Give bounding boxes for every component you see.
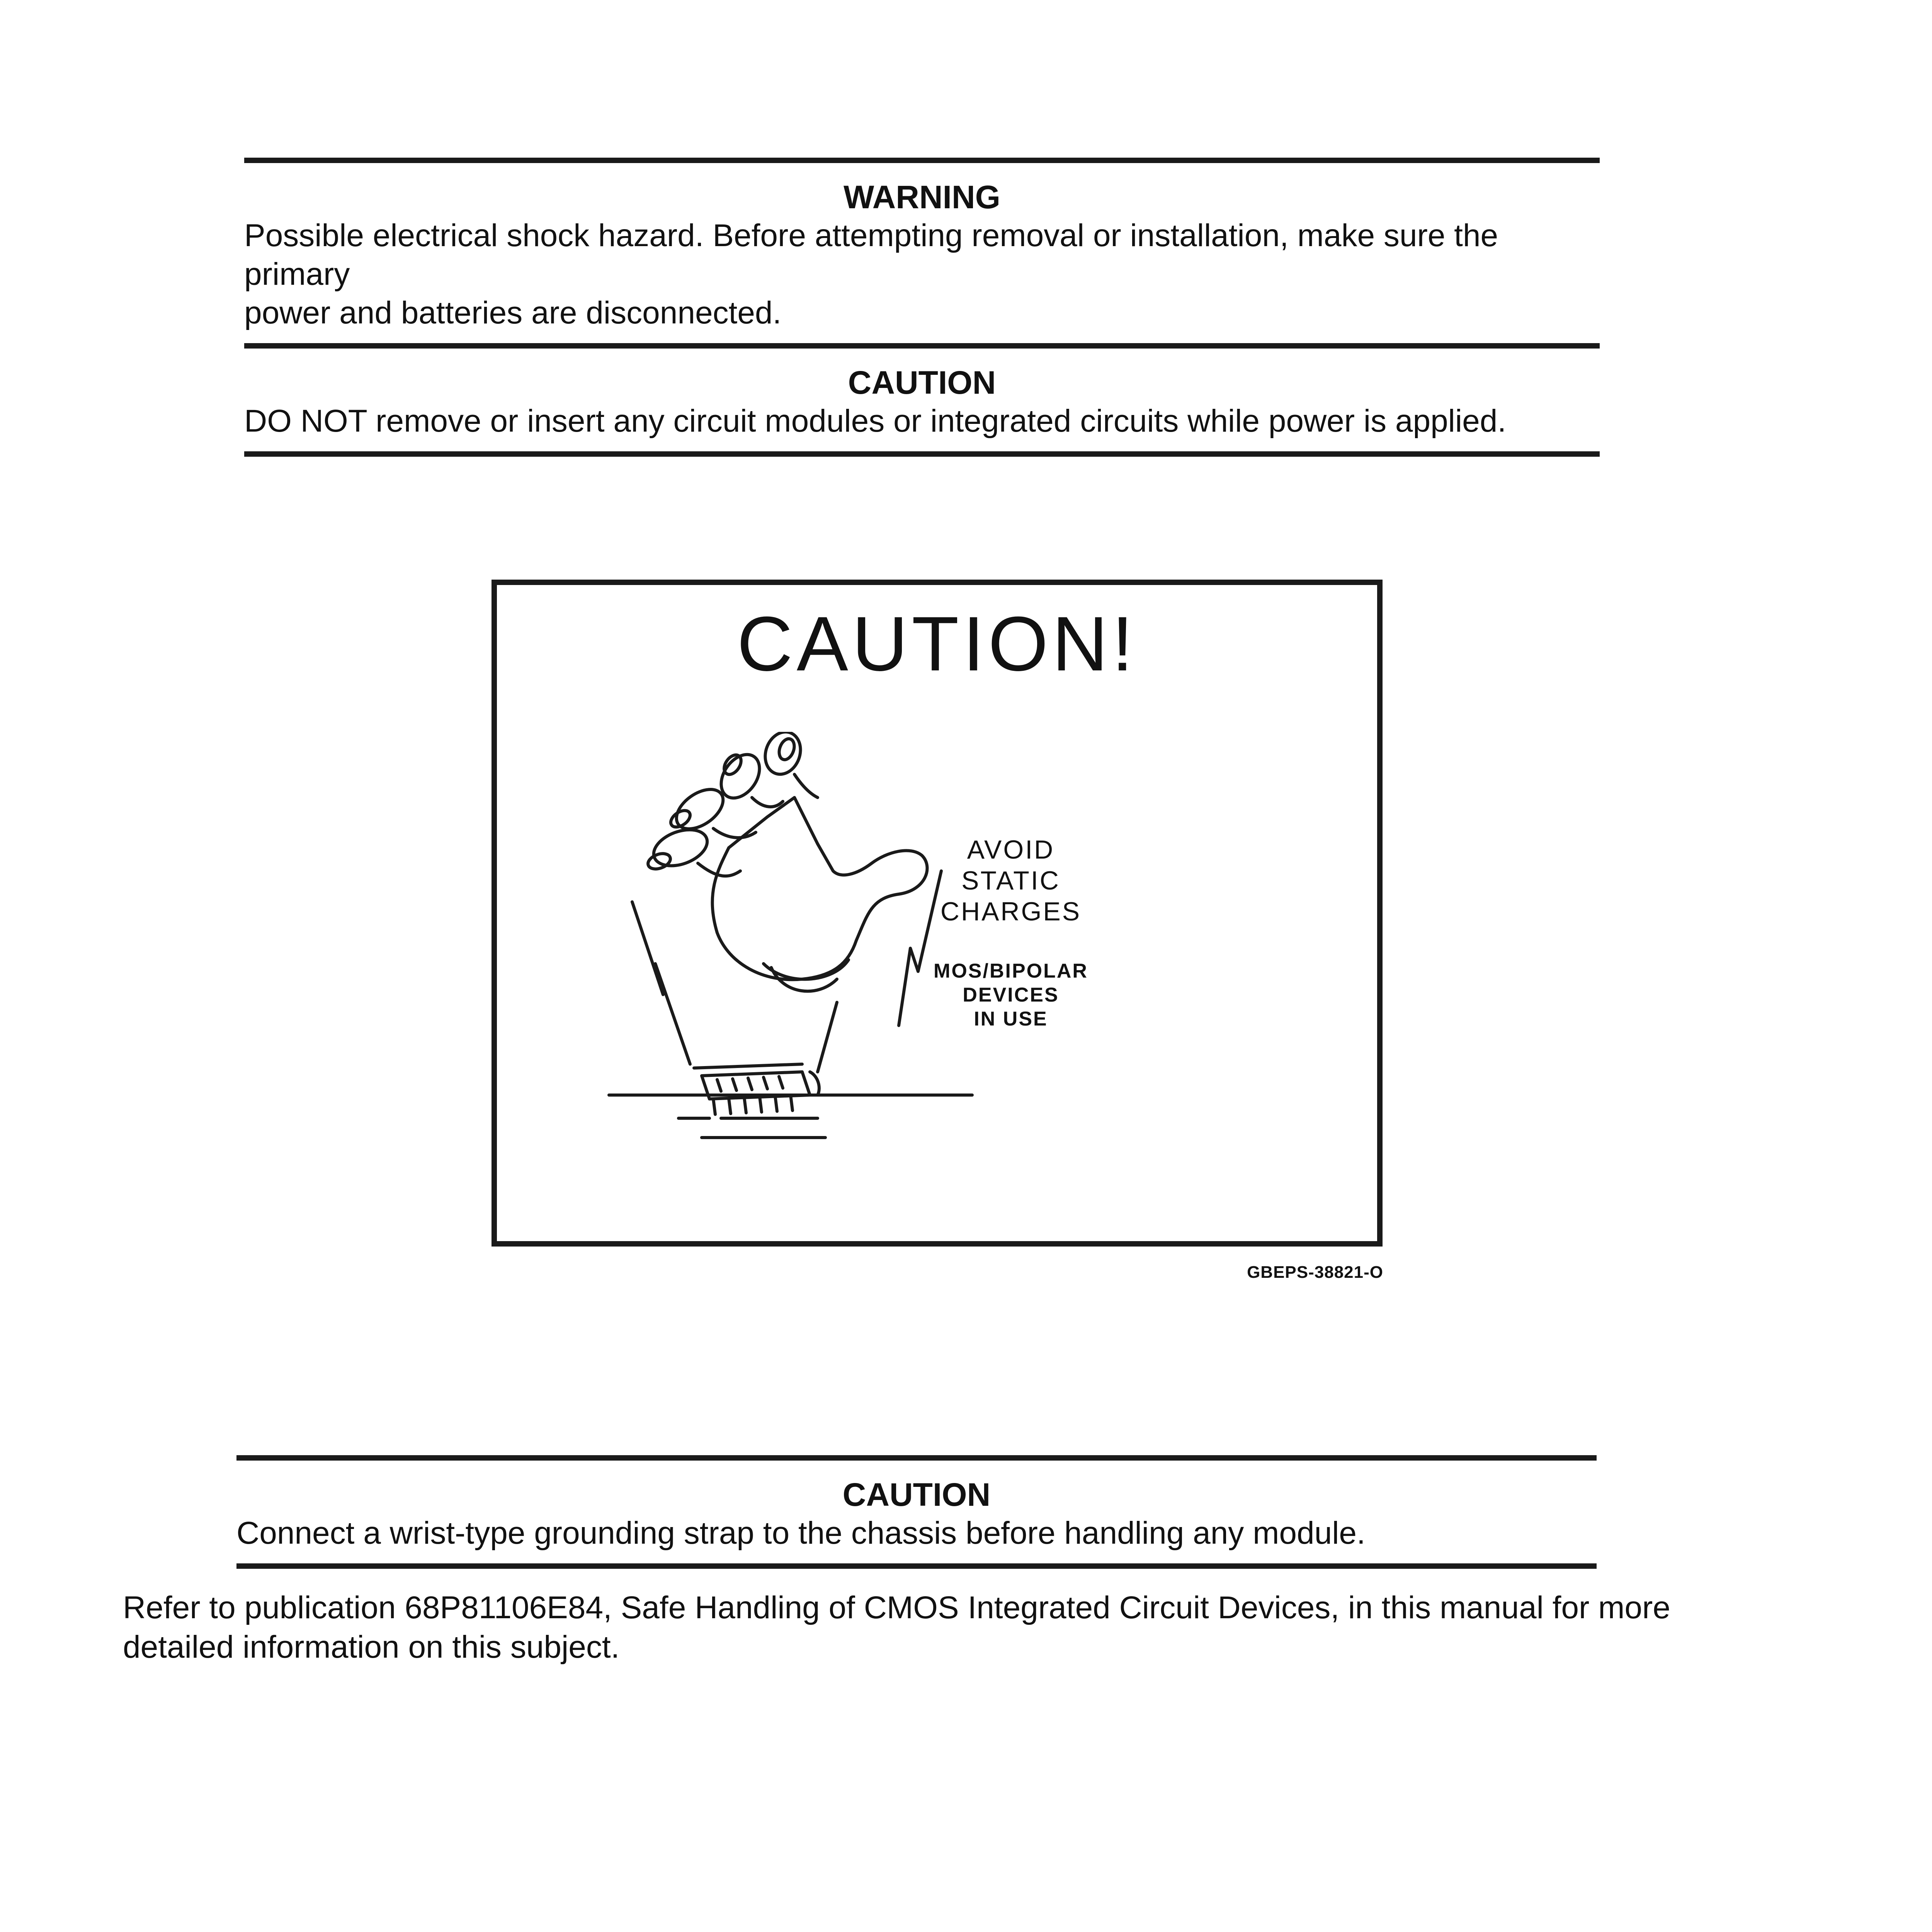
reference-line-2: detailed information on this subject. — [123, 1629, 620, 1665]
warning-text — [244, 216, 1600, 332]
caution-strap-heading: CAUTION — [842, 1476, 991, 1513]
label-charges: CHARGES — [940, 897, 1082, 926]
figure-code: GBEPS-38821-O — [1247, 1263, 1383, 1282]
label-title: CAUTION! — [737, 601, 1137, 687]
warning-heading: WARNING — [844, 179, 1000, 215]
hand-static-chip-illustration — [601, 732, 988, 1157]
label-devices: DEVICES — [963, 984, 1059, 1006]
caution-strap-notice — [236, 1455, 1597, 1569]
warning-line-2: power and batteries are disconnected. — [244, 295, 782, 330]
label-static: STATIC — [961, 866, 1060, 895]
warning-line-1: Possible electrical shock hazard. Before attempting removal or installation, make sure the primary — [244, 218, 1498, 292]
static-caution-label — [492, 580, 1383, 1247]
reference-paragraph — [123, 1588, 1711, 1667]
caution-power-heading: CAUTION — [848, 364, 996, 401]
label-in-use: IN USE — [974, 1008, 1048, 1030]
caution-power-text: DO NOT remove or insert any circuit modules or integrated circuits while power is applied. — [244, 403, 1507, 439]
caution-power-notice — [244, 343, 1600, 457]
caution-strap-text: Connect a wrist-type grounding strap to the chassis before handling any module. — [236, 1515, 1366, 1551]
label-avoid: AVOID — [967, 835, 1055, 864]
reference-line-1: Refer to publication 68P81106E84, Safe Handling of CMOS Integrated Circuit Devices, in this manual for more — [123, 1590, 1670, 1625]
warning-notice — [244, 158, 1600, 349]
label-mos-bipolar: MOS/BIPOLAR — [934, 960, 1088, 982]
